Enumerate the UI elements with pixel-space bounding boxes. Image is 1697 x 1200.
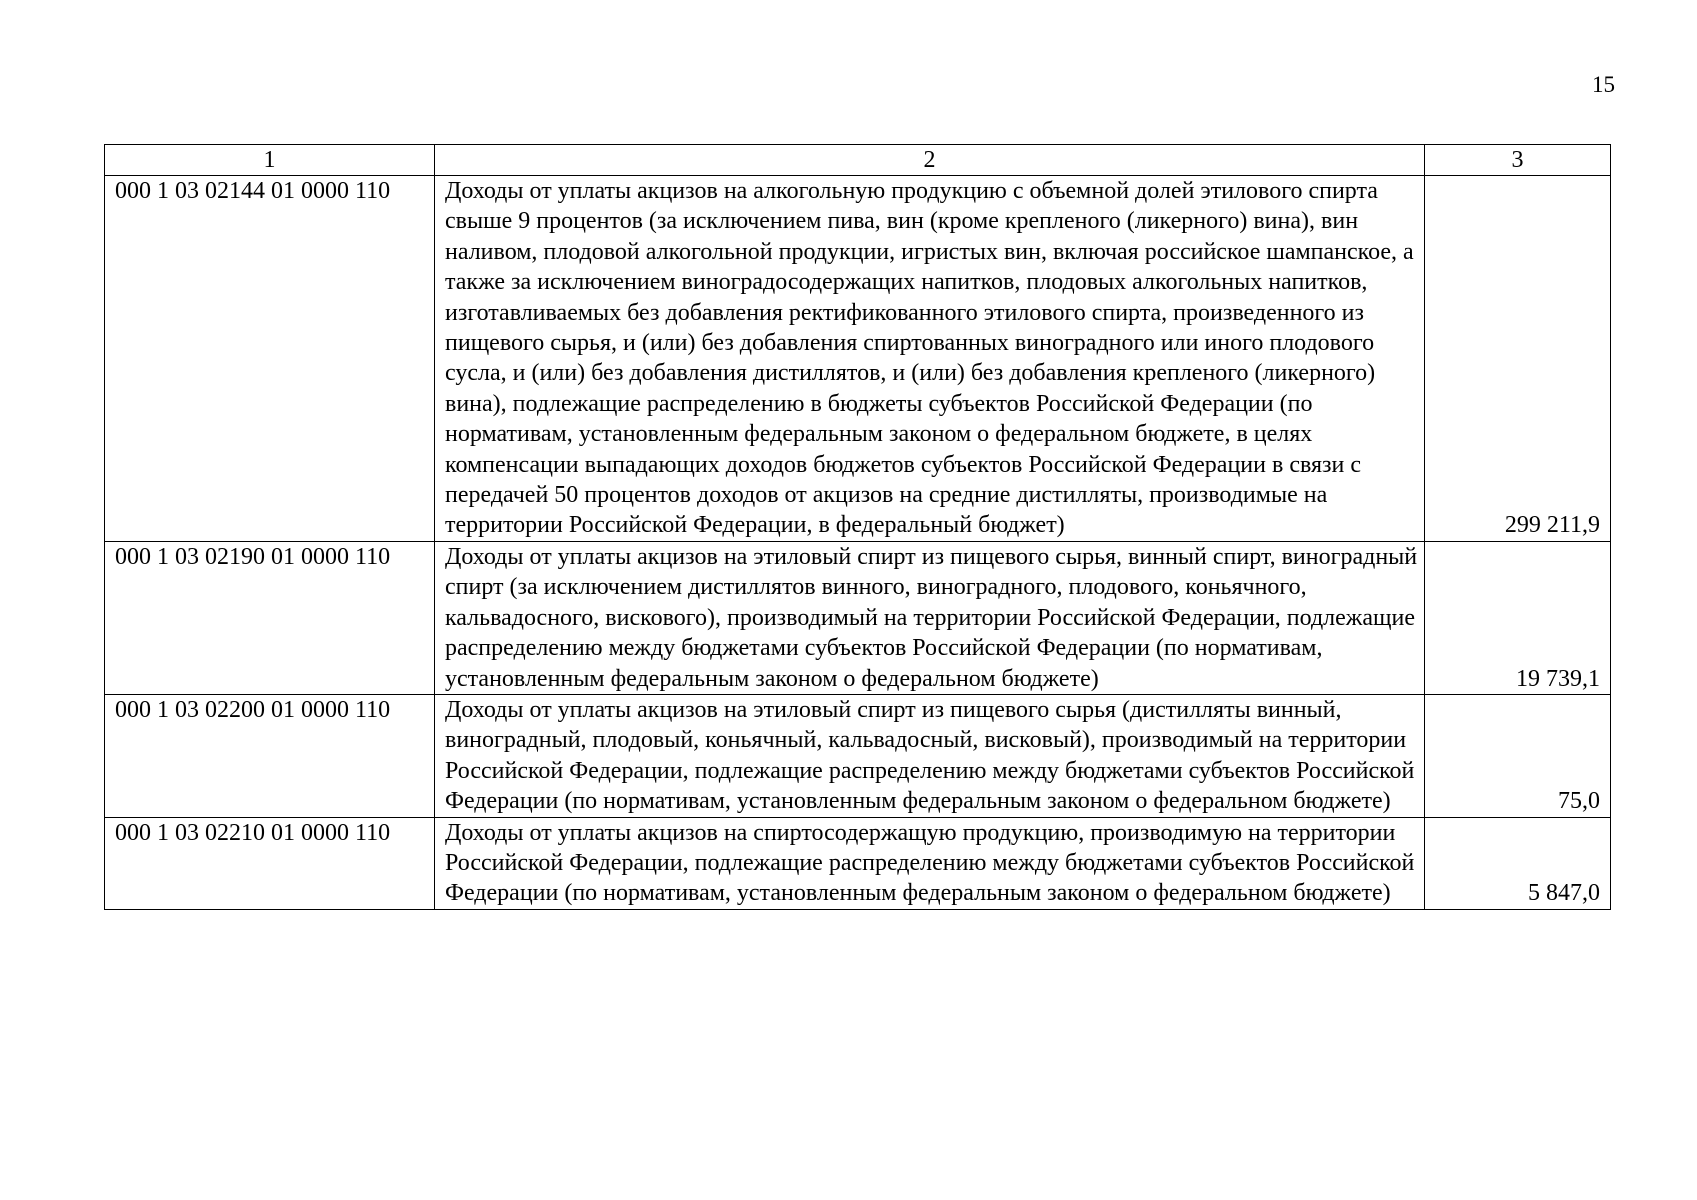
budget-revenue-table	[104, 144, 1611, 910]
column-header-description: 2	[435, 145, 1425, 176]
amount-cell: 19 739,1	[1425, 541, 1611, 694]
budget-code-cell: 000 1 03 02200 01 0000 110	[105, 694, 435, 817]
table-row	[105, 541, 1611, 694]
budget-code-cell: 000 1 03 02144 01 0000 110	[105, 176, 435, 542]
column-header-amount: 3	[1425, 145, 1611, 176]
budget-code-cell: 000 1 03 02190 01 0000 110	[105, 541, 435, 694]
budget-code-cell: 000 1 03 02210 01 0000 110	[105, 817, 435, 909]
table-row	[105, 694, 1611, 817]
page-number: 15	[1592, 72, 1615, 97]
table-row	[105, 817, 1611, 909]
description-cell: Доходы от уплаты акцизов на алкогольную продукцию с объемной долей этилового спирта свыше 9 процентов (за исключением пива, вин (кроме крепленого (ликерного) вина), вин наливом, плодовой алкогольной продукции, игристых вин, включая российское шампанское, а также за исключением виноградосодержащих напитков, плодовых алкогольных напитков, изготавливаемых без добавления ректификованного этилового спирта, произведенного из пищевого сырья, и (или) без добавления спиртованных виноградного или иного плодового сусла, и (или) без добавления дистиллятов, и (или) без добавления крепленого (ликерного) вина), подлежащие распределению в бюджеты субъектов Российской Федерации (по нормативам, установленным федеральным законом о федеральном бюджете, в целях компенсации выпадающих доходов бюджетов субъектов Российской Федерации в связи с передачей 50 процентов доходов от акцизов на средние дистилляты, производимые на территории Российской Федерации, в федеральный бюджет)	[435, 176, 1425, 542]
amount-cell: 75,0	[1425, 694, 1611, 817]
amount-cell: 5 847,0	[1425, 817, 1611, 909]
table-row	[105, 176, 1611, 542]
description-cell: Доходы от уплаты акцизов на спиртосодержащую продукцию, производимую на территории Российской Федерации, подлежащие распределению между бюджетами субъектов Российской Федерации (по нормативам, установленным федеральным законом о федеральном бюджете)	[435, 817, 1425, 909]
column-header-code: 1	[105, 145, 435, 176]
description-cell: Доходы от уплаты акцизов на этиловый спирт из пищевого сырья (дистилляты винный, виноградный, плодовый, коньячный, кальвадосный, висковый), производимый на территории Российской Федерации, подлежащие распределению между бюджетами субъектов Российской Федерации (по нормативам, установленным федеральным законом о федеральном бюджете)	[435, 694, 1425, 817]
table-header-row	[105, 145, 1611, 176]
amount-cell: 299 211,9	[1425, 176, 1611, 542]
description-cell: Доходы от уплаты акцизов на этиловый спирт из пищевого сырья, винный спирт, виноградный спирт (за исключением дистиллятов винного, виноградного, плодового, коньячного, кальвадосного, вискового), производимый на территории Российской Федерации, подлежащие распределению между бюджетами субъектов Российской Федерации (по нормативам, установленным федеральным законом о федеральном бюджете)	[435, 541, 1425, 694]
